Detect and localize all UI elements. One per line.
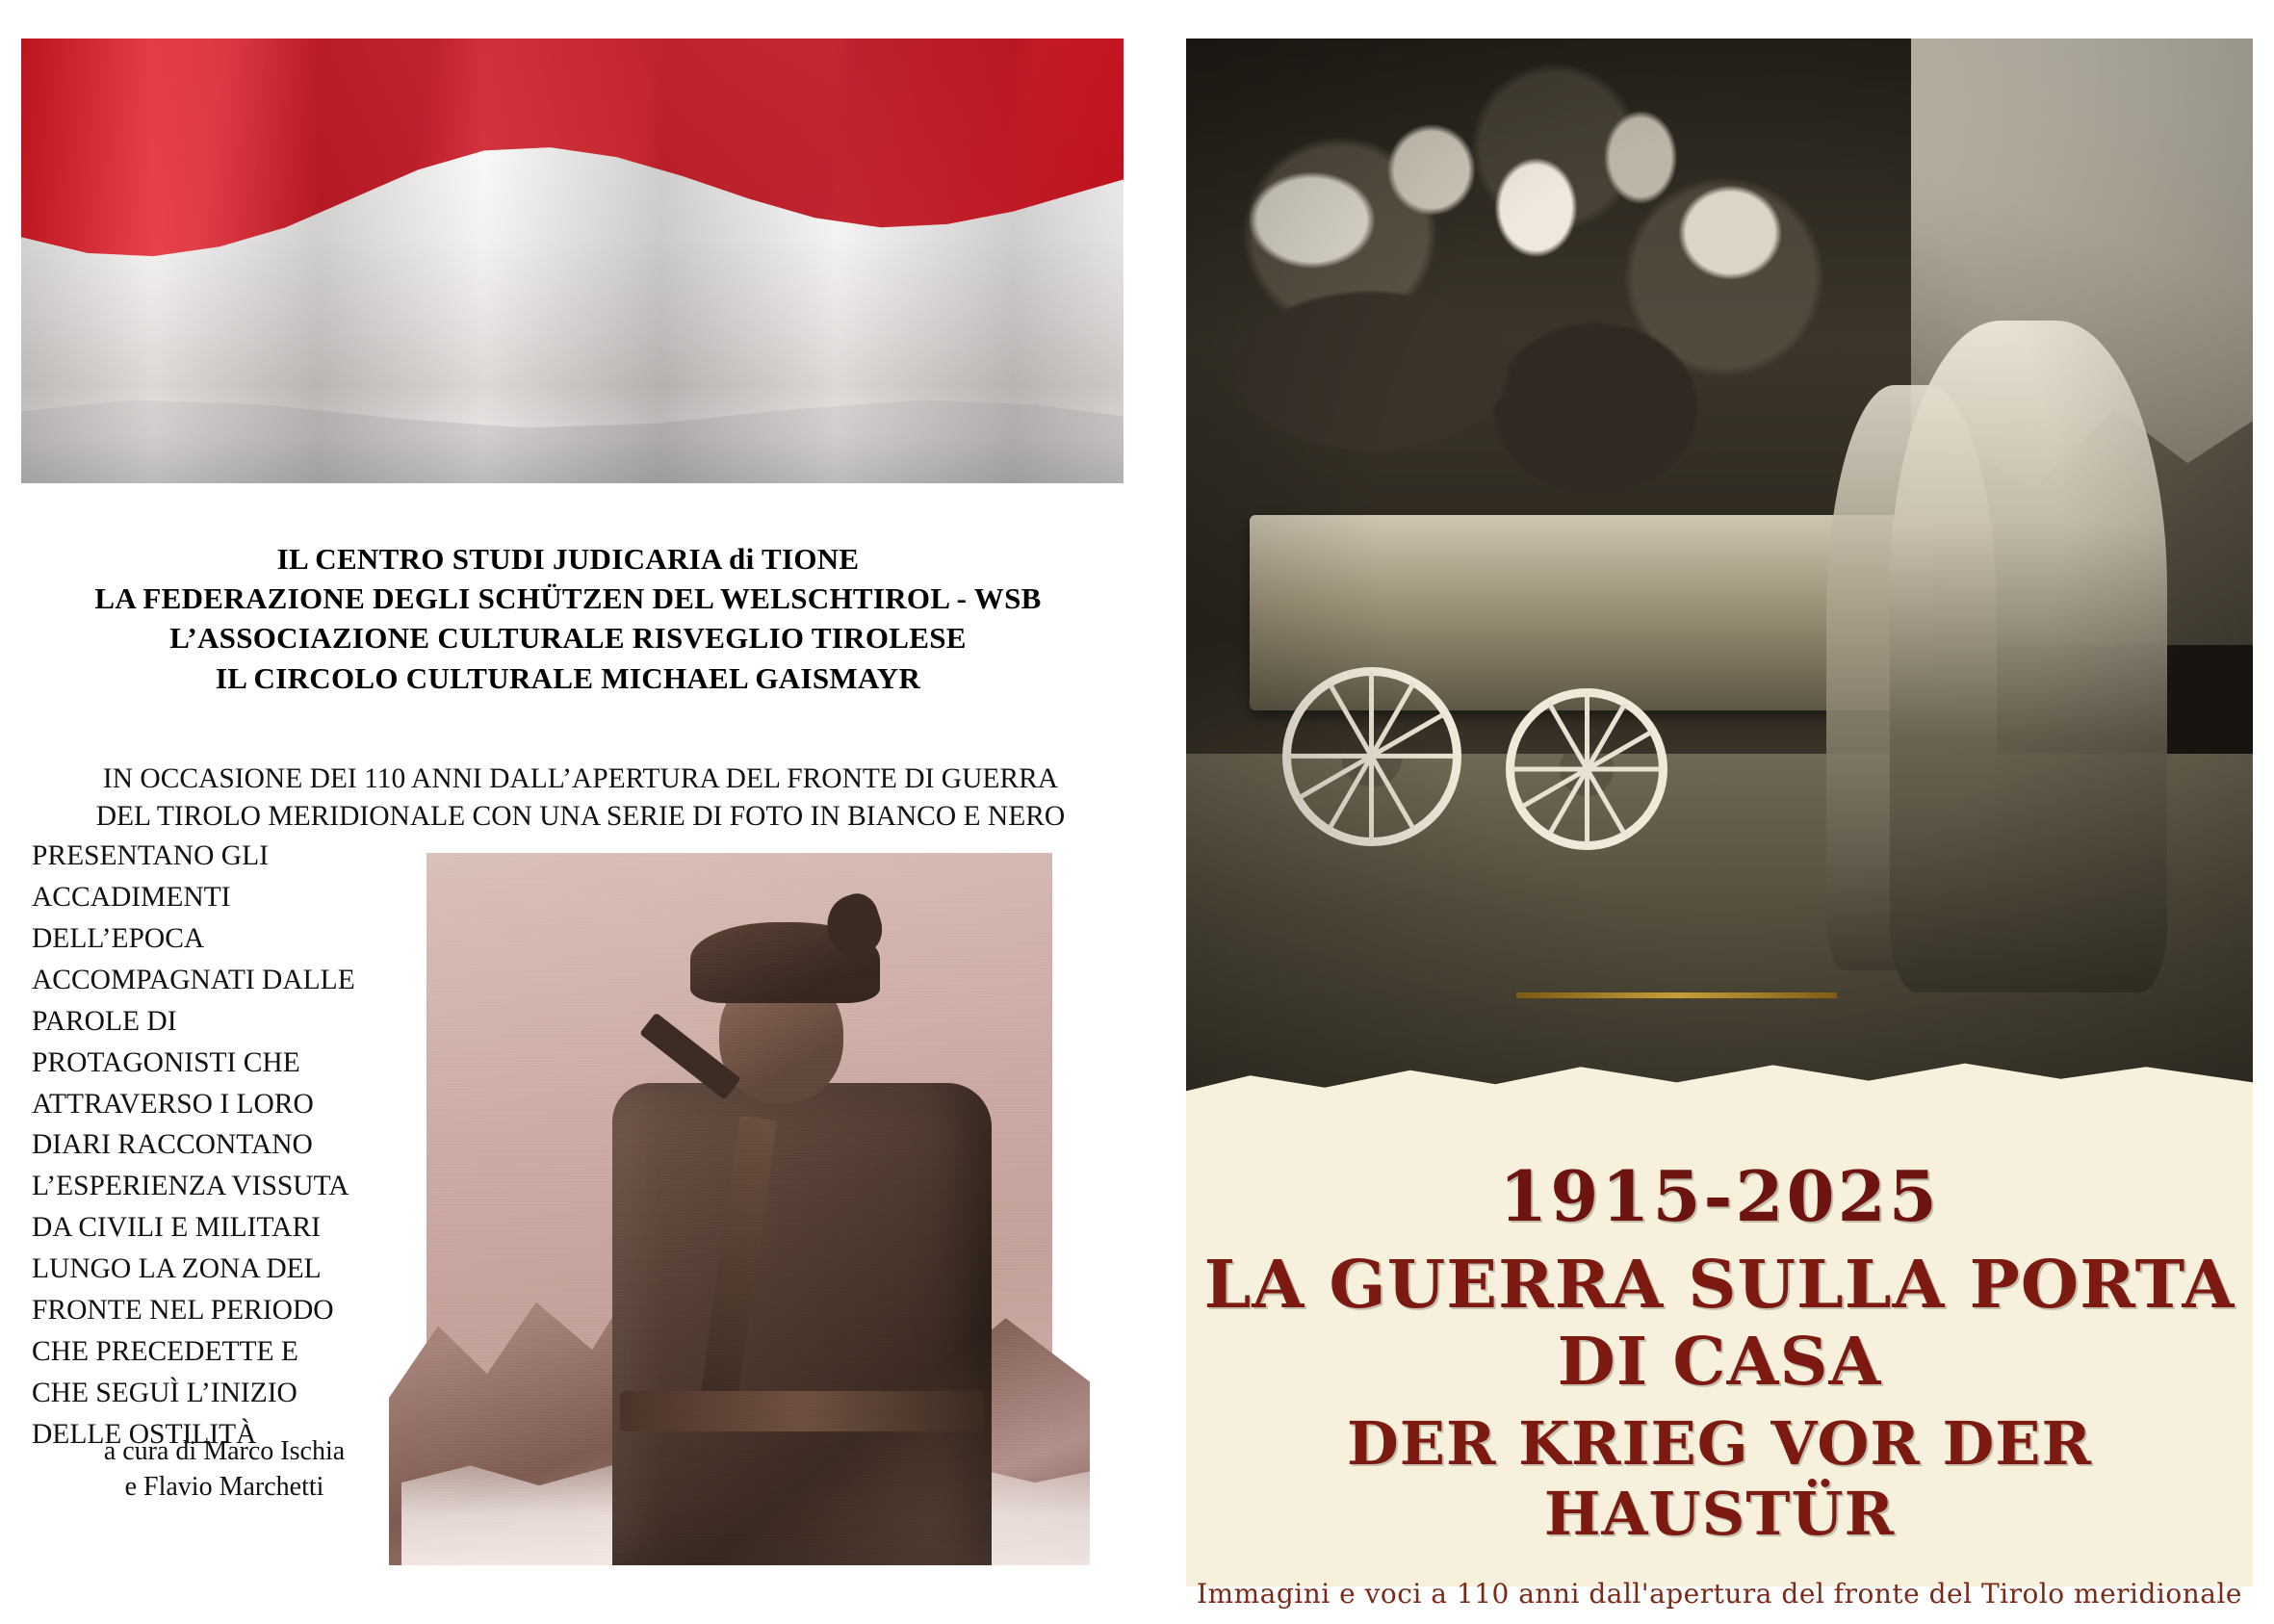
body-text-column [32,836,417,1456]
photo-cart-wheel-right [1506,688,1667,850]
credit-line: e Flavio Marchetti [124,1471,324,1502]
organizers-list [0,539,1136,698]
body-line: ACCADIMENTI [32,881,231,913]
body-line: L’ESPERIENZA VISSUTA [32,1171,349,1202]
organizer-line: IL CIRCOLO CULTURALE MICHAEL GAISMAYR [215,660,921,695]
body-line: ATTRAVERSO I LORO [32,1088,314,1120]
soldier-torso [612,1083,993,1565]
poster-text-block [1186,1122,2253,1610]
soldier-belt [620,1391,984,1431]
organizer-line: LA FEDERAZIONE DEGLI SCHÜTZEN DEL WELSCHTIROL - WSB [94,581,1042,616]
body-line: DA CIVILI E MILITARI [32,1212,321,1244]
wheel-spokes [1291,676,1453,838]
organizer-line: IL CENTRO STUDI JUDICARIA di TIONE [276,542,860,576]
curators-credit [32,1434,417,1506]
refugees-cart-photo [1186,39,2253,1122]
body-line: PAROLE DI [32,1005,177,1037]
body-line: PROTAGONISTI CHE [32,1046,300,1078]
body-line: LUNGO LA ZONA DEL [32,1253,322,1285]
exhibition-poster [1186,39,2253,1610]
body-line: PRESENTANO GLI [32,840,269,871]
photo-standing-woman-front [1890,321,2167,992]
photo-cart-wheel-left [1282,667,1461,846]
intro-line: DEL TIROLO MERIDIONALE CON UNA SERIE DI FOTO IN BIANCO E NERO [95,801,1066,833]
body-line: DELLE OSTILITÀ [32,1418,257,1450]
body-line: CHE PRECEDETTE E [32,1336,298,1368]
soldier-with-pipe-photo [426,853,1052,1565]
body-line: CHE SEGUÌ L’INIZIO [32,1377,297,1408]
gold-accent-line [1516,992,1836,998]
poster-headline-german: DER KRIEG VOR DER HAUSTÜR [1346,1407,2093,1549]
poster-subtitle: Immagini e voci a 110 anni dall'apertura del fronte del Tirolo meridionale [1196,1577,2242,1610]
wheel-spokes [1514,697,1659,841]
intro-line: IN OCCASIONE DEI 110 ANNI DALL’APERTURA DEL FRONTE DI GUERRA [102,763,1059,794]
body-line: ACCOMPAGNATI DALLE [32,964,355,995]
body-line: DIARI RACCONTANO [32,1129,313,1161]
body-line: DELL’EPOCA [32,922,205,954]
body-line: FRONTE NEL PERIODO [32,1295,334,1327]
credit-line: a cura di Marco Ischia [103,1436,346,1466]
poster-headline-italian: LA GUERRA SULLA PORTA DI CASA [1203,1246,2235,1401]
soldier-figure [596,895,1009,1565]
poster-years: 1915-2025 [1499,1154,1940,1237]
intro-paragraph [27,760,1134,836]
organizer-line: L’ASSOCIAZIONE CULTURALE RISVEGLIO TIROLESE [169,621,967,656]
tyrol-flag-image [21,39,1124,483]
